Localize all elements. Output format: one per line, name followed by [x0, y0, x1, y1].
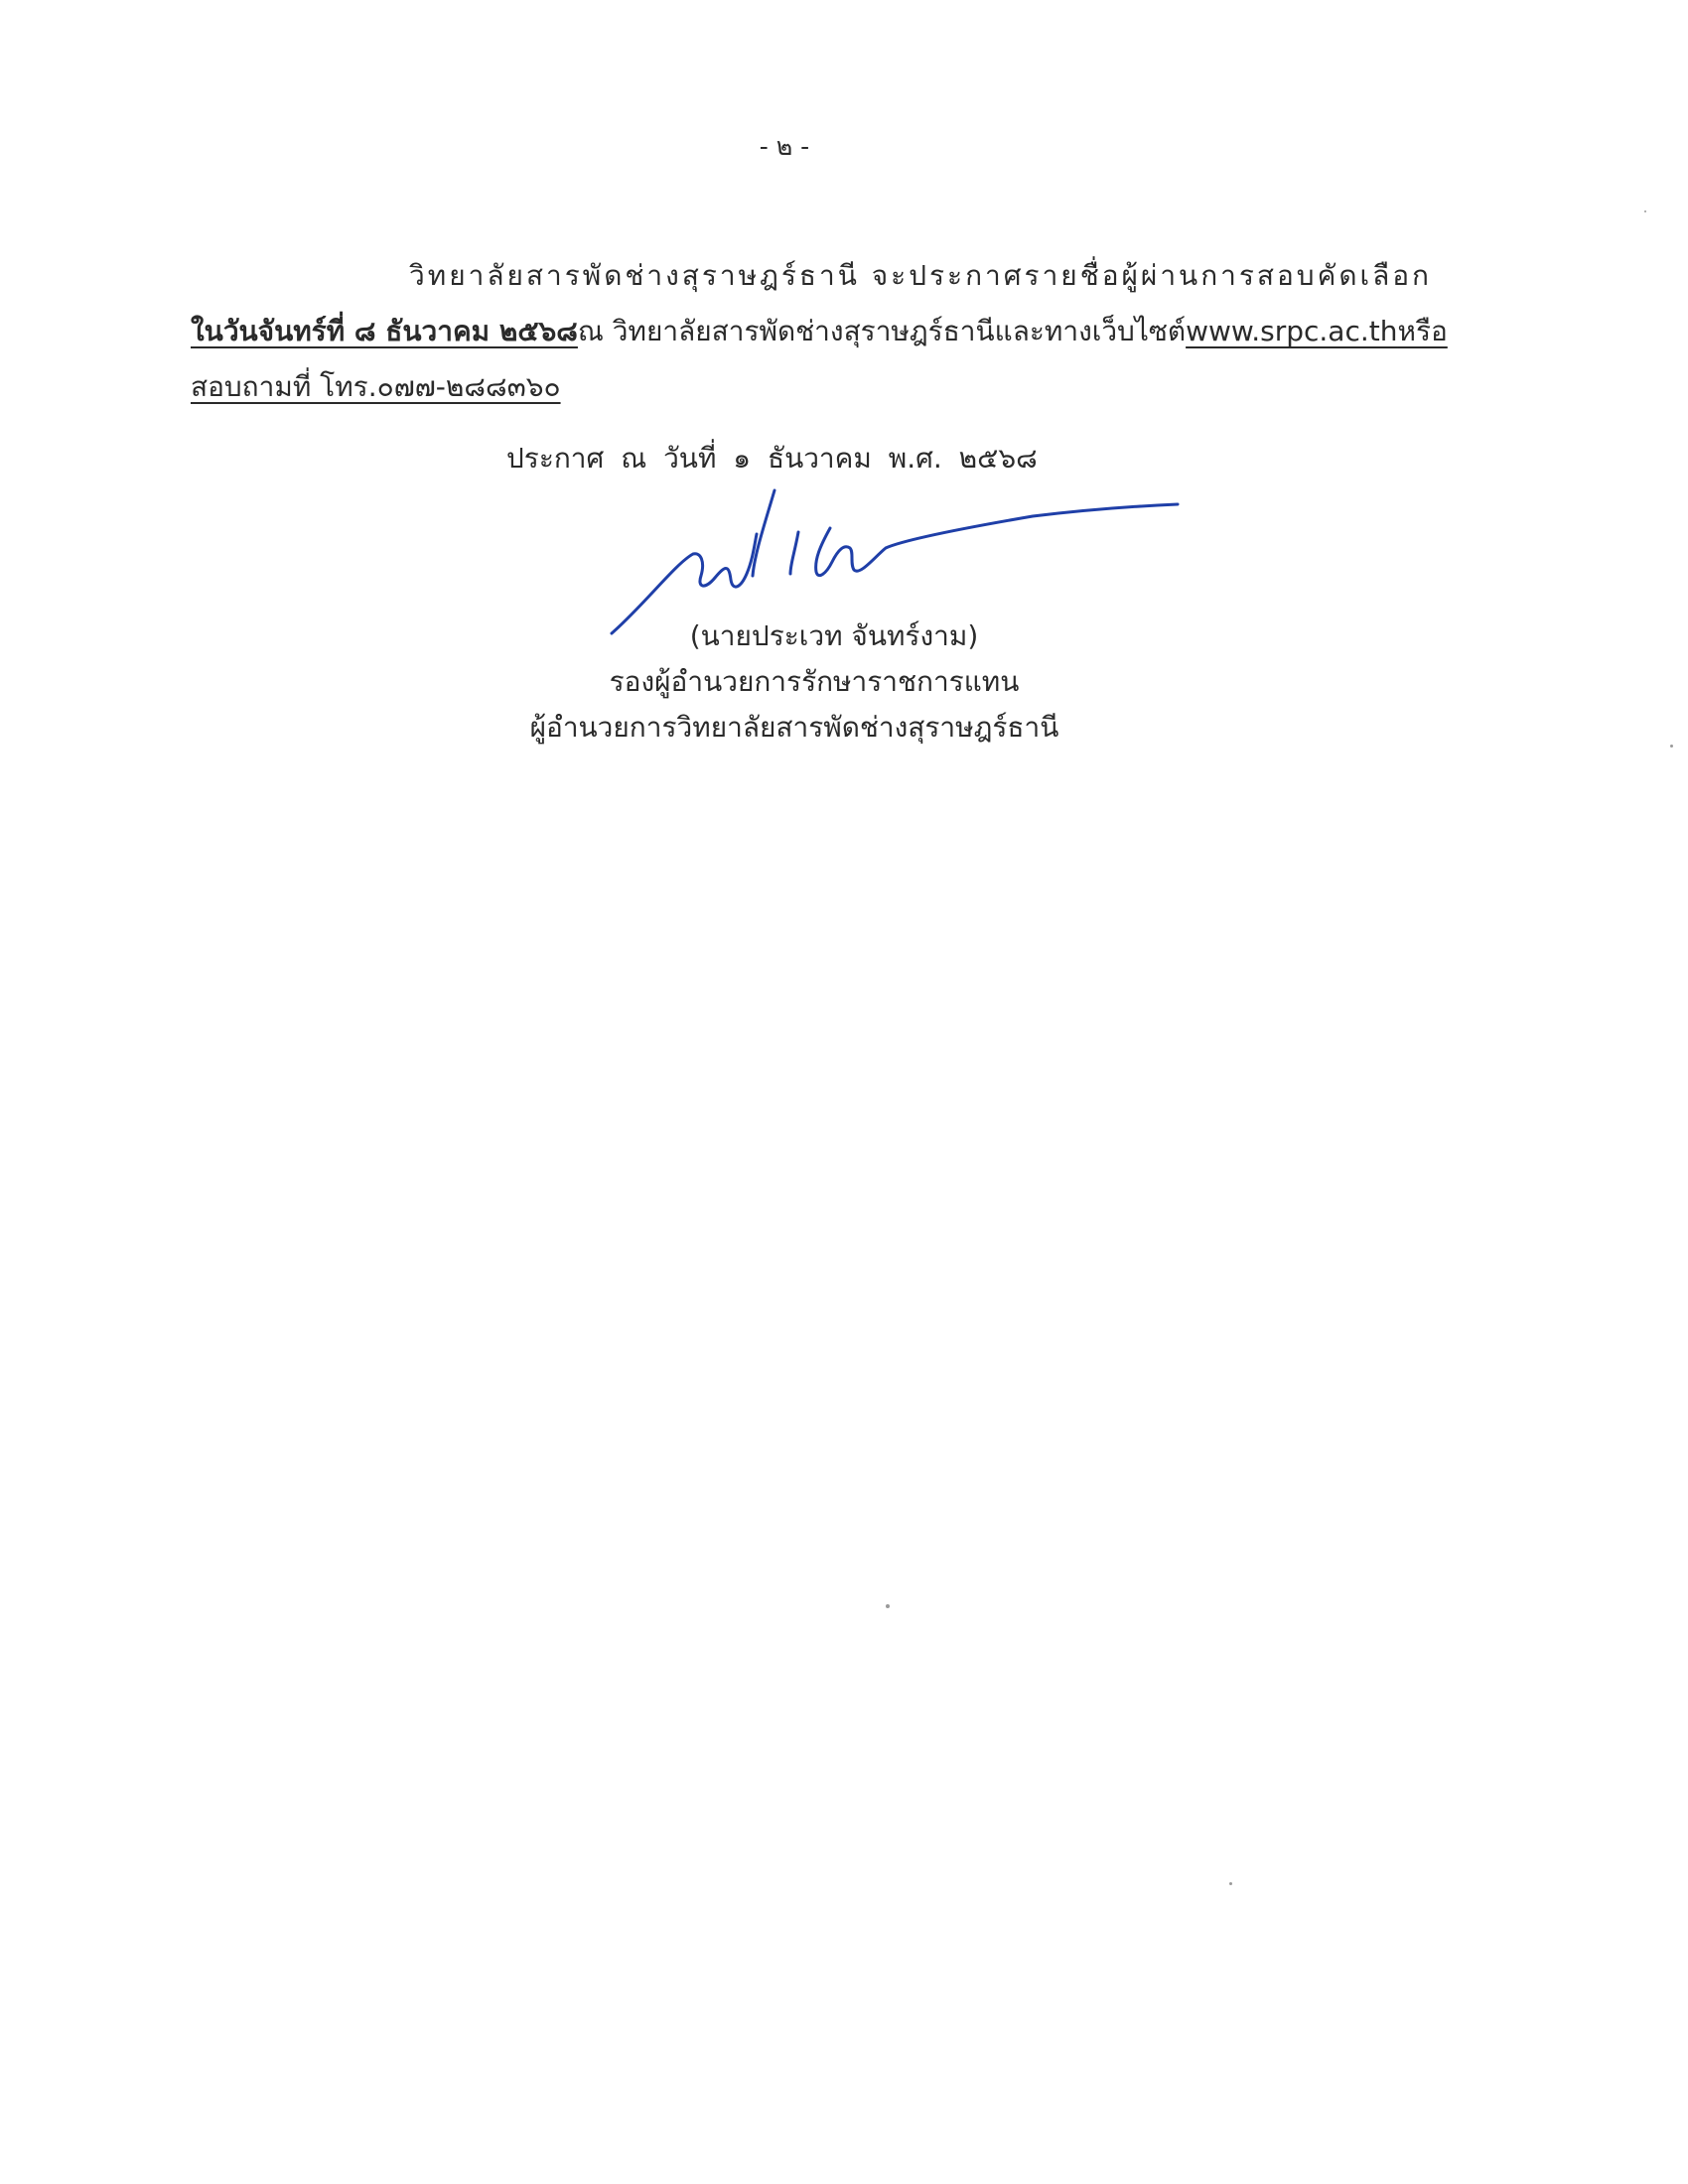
scan-speck	[1229, 1882, 1232, 1885]
page-number: - ๒ -	[759, 132, 810, 161]
or-text: หรือ	[1397, 315, 1448, 347]
announcement-date-line: ประกาศ ณ วันที่ ๑ ธันวาคม พ.ศ. ๒๕๖๘	[506, 442, 1038, 475]
signer-block	[0, 614, 1589, 751]
announcement-paragraph	[191, 248, 1448, 415]
scan-speck	[1644, 210, 1646, 212]
scan-speck	[886, 1604, 890, 1608]
paragraph-line-3	[191, 359, 1432, 415]
website-link[interactable]: www.srpc.ac.th	[1186, 315, 1398, 347]
announcement-date: ในวันจันทร์ที่ ๘ ธันวาคม ๒๕๖๘	[191, 315, 578, 347]
location-text: ณ วิทยาลัยสารพัดช่างสุราษฎร์ธานีและทางเว็บไซต์	[577, 315, 1187, 347]
paragraph-line-1: วิทยาลัยสารพัดช่างสุราษฎร์ธานี จะประกาศรายชื่อผู้ผ่านการสอบคัดเลือก	[409, 259, 1432, 292]
paragraph-line-2	[191, 304, 1448, 359]
signer-name: (นายประเวท จันทร์งาม)	[689, 619, 979, 652]
scan-speck	[1670, 745, 1673, 748]
signer-position-2: ผู้อำนวยการวิทยาลัยสารพัดช่างสุราษฎร์ธานี	[529, 711, 1059, 744]
contact-phone: สอบถามที่ โทร.๐๗๗-๒๘๘๓๖๐	[191, 370, 561, 403]
signer-position-1: รองผู้อำนวยการรักษาราชการแทน	[609, 665, 1020, 698]
